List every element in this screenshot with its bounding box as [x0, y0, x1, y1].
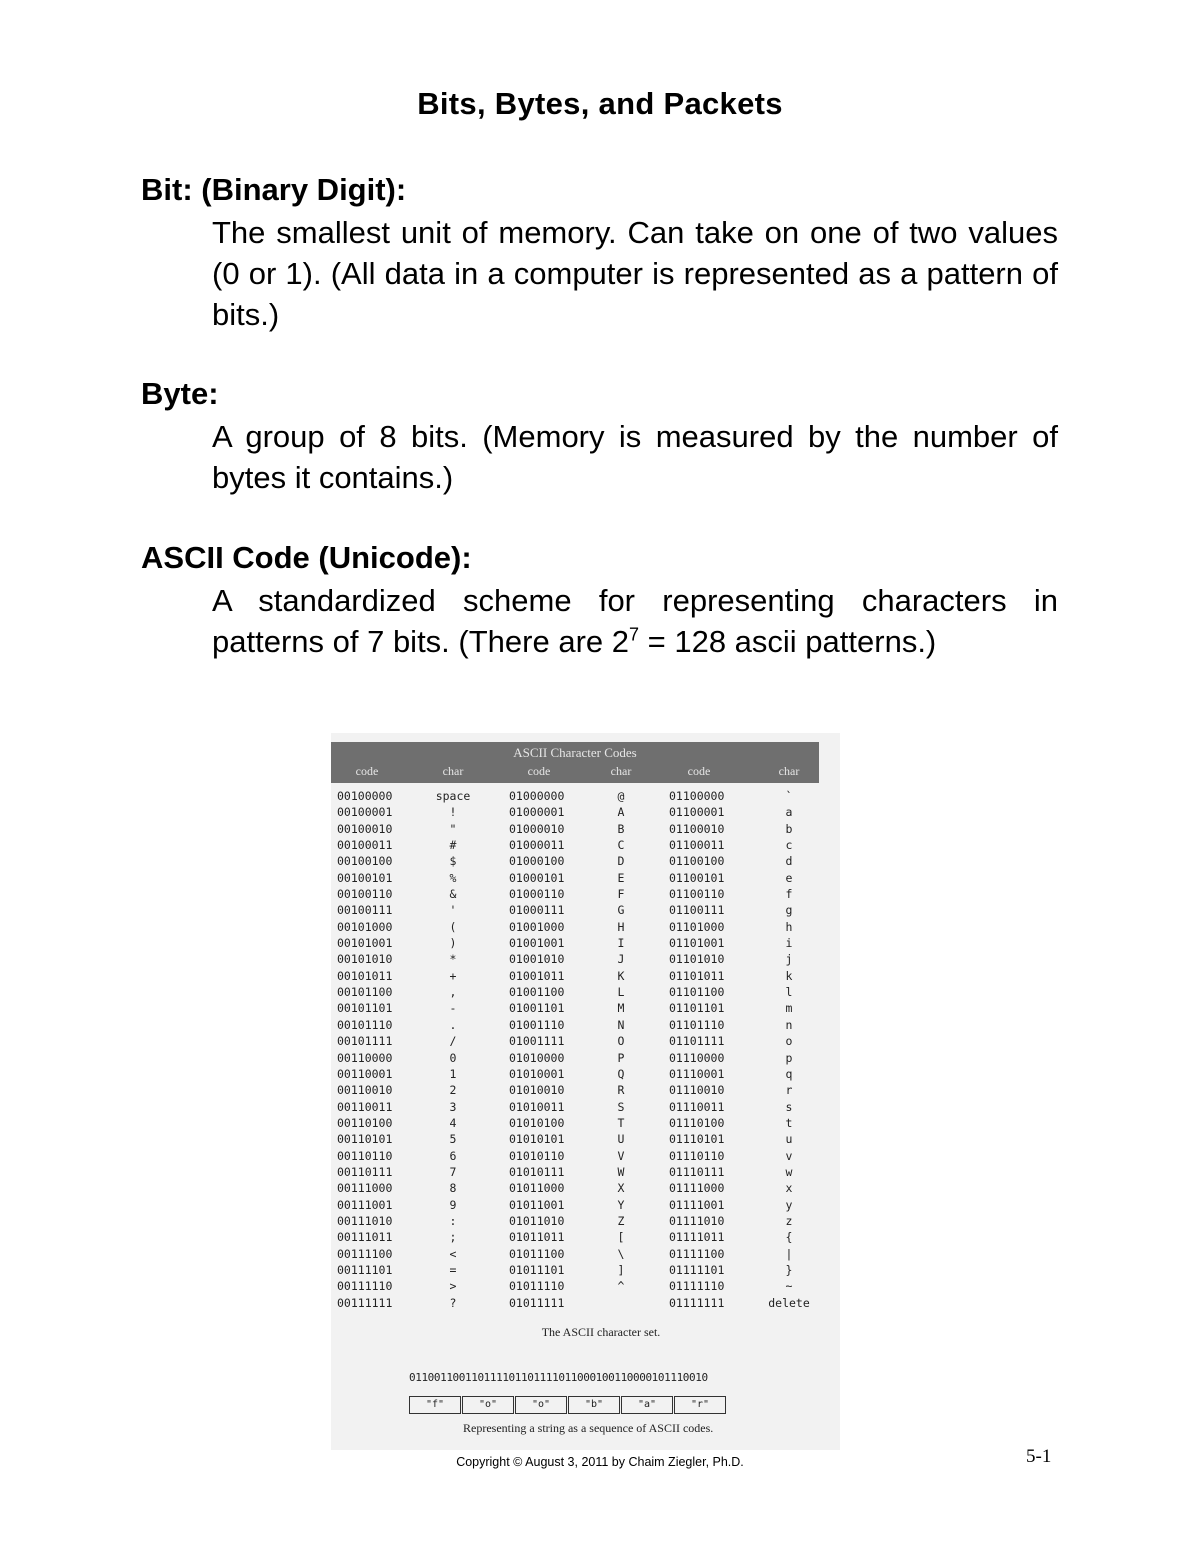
code-cell: 00101000: [337, 919, 393, 934]
header-code-2: code: [527, 764, 551, 778]
char-box: "o": [462, 1396, 514, 1414]
code-cell: 01110011: [669, 1099, 725, 1114]
char-cell: !: [449, 805, 457, 820]
char-cell: Q: [617, 1066, 625, 1081]
code-cell: 01011110: [509, 1279, 565, 1294]
code-cell: 00100001: [337, 805, 393, 820]
code-cell: 01000011: [509, 838, 565, 853]
char-cell: 3: [449, 1099, 457, 1114]
char-cell: -: [449, 1001, 457, 1016]
code-cell: 01101100: [669, 985, 725, 1000]
code-cell: 01000111: [509, 903, 565, 918]
char-box: "r": [674, 1396, 726, 1414]
char-cell: ): [449, 936, 457, 951]
char-cell: x: [785, 1181, 793, 1196]
char-cell: 4: [449, 1115, 457, 1130]
char-cell: h: [785, 919, 793, 934]
code-cell: 01101000: [669, 919, 725, 934]
code-cell: 01010011: [509, 1099, 565, 1114]
char-cell: 9: [449, 1197, 457, 1212]
code-cell: 01001110: [509, 1017, 565, 1032]
ascii-table-header: [331, 742, 819, 783]
char-cell: ': [449, 903, 457, 918]
char-cell: w: [785, 1164, 793, 1179]
code-cell: 01011111: [509, 1295, 565, 1310]
code-cell: 01100011: [669, 838, 725, 853]
char-cell: +: [449, 968, 457, 983]
char-cell: N: [617, 1017, 625, 1032]
table-row: [331, 952, 819, 968]
table-row: [331, 1279, 819, 1295]
char-cell: X: [617, 1181, 625, 1196]
table-row: [331, 1083, 819, 1099]
table-row: [331, 903, 819, 919]
char-cell: i: [785, 936, 793, 951]
char-cell: S: [617, 1099, 625, 1114]
code-cell: 01100000: [669, 789, 725, 803]
ascii-table-body: [331, 789, 819, 1312]
char-cell: u: [785, 1132, 793, 1147]
char-cell: ~: [785, 1279, 793, 1294]
char-cell: (: [449, 919, 457, 934]
code-cell: 01100100: [669, 854, 725, 869]
char-cell: $: [449, 854, 457, 869]
string-bits: 011001100110111101101111011000100110000101110010: [409, 1371, 708, 1384]
code-cell: 01100010: [669, 821, 725, 836]
table-row: [331, 1067, 819, 1083]
code-cell: 01110001: [669, 1066, 725, 1081]
string-char-boxes: [409, 1396, 727, 1414]
char-cell: g: [785, 903, 793, 918]
char-cell: l: [785, 985, 793, 1000]
char-box: "f": [409, 1396, 461, 1414]
char-cell: {: [785, 1230, 793, 1245]
code-cell: 01001111: [509, 1034, 565, 1049]
table-row: [331, 805, 819, 821]
code-cell: 01010010: [509, 1083, 565, 1098]
header-char-1: char: [442, 764, 464, 778]
ascii-term: ASCII Code (Unicode):: [141, 540, 472, 575]
char-box: "o": [515, 1396, 567, 1414]
table-row: [331, 920, 819, 936]
code-cell: 01000100: [509, 854, 565, 869]
char-cell: *: [449, 952, 457, 967]
code-cell: 00111101: [337, 1262, 393, 1277]
code-cell: 00111011: [337, 1230, 393, 1245]
char-cell: F: [617, 887, 625, 902]
table-row: [331, 1230, 819, 1246]
table-row: [331, 1001, 819, 1017]
char-cell: |: [785, 1246, 793, 1261]
char-cell: #: [449, 838, 457, 853]
header-char-3: char: [778, 764, 800, 778]
code-cell: 01010100: [509, 1115, 565, 1130]
code-cell: 01000110: [509, 887, 565, 902]
table-row: [331, 1034, 819, 1050]
char-cell: K: [617, 968, 625, 983]
char-cell: 7: [449, 1164, 457, 1179]
char-cell: V: [617, 1148, 625, 1163]
code-cell: 01000001: [509, 805, 565, 820]
ascii-table-caption: The ASCII character set.: [541, 1325, 661, 1339]
code-cell: 01101101: [669, 1001, 725, 1016]
char-cell: delete: [768, 1295, 810, 1310]
code-cell: 01110010: [669, 1083, 725, 1098]
code-cell: 00100011: [337, 838, 393, 853]
code-cell: 01111011: [669, 1230, 725, 1245]
code-cell: 01110101: [669, 1132, 725, 1147]
code-cell: 00111111: [337, 1295, 393, 1310]
char-cell: ": [449, 821, 457, 836]
char-box: "a": [621, 1396, 673, 1414]
table-row: [331, 1181, 819, 1197]
table-row: [331, 1247, 819, 1263]
char-cell: ]: [617, 1262, 625, 1277]
char-cell: d: [785, 854, 793, 869]
char-cell: k: [785, 968, 793, 983]
code-cell: 01110000: [669, 1050, 725, 1065]
char-cell: &: [449, 887, 457, 902]
table-row: [331, 1116, 819, 1132]
char-cell: A: [617, 805, 625, 820]
code-cell: 00110001: [337, 1066, 393, 1081]
char-cell: L: [617, 985, 625, 1000]
table-row: [331, 838, 819, 854]
char-cell: a: [785, 805, 793, 820]
page-number: 5-1: [1026, 1446, 1052, 1467]
ascii-table-title: ASCII Character Codes: [513, 745, 637, 760]
char-cell: I: [617, 936, 625, 951]
code-cell: 00101010: [337, 952, 393, 967]
table-row: [331, 969, 819, 985]
char-cell: @: [617, 789, 625, 803]
char-box: "b": [568, 1396, 620, 1414]
code-cell: 01111000: [669, 1181, 725, 1196]
table-row: [331, 1296, 819, 1312]
code-cell: 01011001: [509, 1197, 565, 1212]
ascii-exponent: 7: [629, 624, 640, 645]
table-row: [331, 1051, 819, 1067]
code-cell: 01010000: [509, 1050, 565, 1065]
table-row: [331, 1263, 819, 1279]
code-cell: 01000101: [509, 870, 565, 885]
code-cell: 01101111: [669, 1034, 725, 1049]
char-cell: t: [785, 1115, 793, 1130]
table-row: [331, 1198, 819, 1214]
code-cell: 00100000: [337, 789, 393, 803]
code-cell: 01101110: [669, 1017, 725, 1032]
code-cell: 01101001: [669, 936, 725, 951]
ascii-definition-before: A standardized scheme for representing characters in patterns of 7 bits. (There are 2: [212, 583, 1058, 659]
table-row: [331, 1018, 819, 1034]
code-cell: 00101110: [337, 1017, 393, 1032]
code-cell: 00110100: [337, 1115, 393, 1130]
code-cell: 01100110: [669, 887, 725, 902]
char-cell: C: [617, 838, 625, 853]
char-cell: R: [617, 1083, 625, 1098]
byte-definition: A group of 8 bits. (Memory is measured by the number of bytes it contains.): [212, 419, 1058, 495]
code-cell: 00110110: [337, 1148, 393, 1163]
copyright-notice: Copyright © August 3, 2011 by Chaim Ziegler, Ph.D.: [456, 1455, 744, 1469]
char-cell: O: [617, 1034, 625, 1049]
code-cell: 00110111: [337, 1164, 393, 1179]
code-cell: 00111010: [337, 1213, 393, 1228]
code-cell: 01010110: [509, 1148, 565, 1163]
char-cell: space: [435, 789, 471, 803]
ascii-table-figure: [331, 733, 840, 1450]
char-cell: j: [785, 952, 793, 967]
char-cell: G: [617, 903, 625, 918]
code-cell: 01111100: [669, 1246, 725, 1261]
page-title: Bits, Bytes, and Packets: [417, 86, 783, 121]
code-cell: 00110011: [337, 1099, 393, 1114]
code-cell: 01100001: [669, 805, 725, 820]
code-cell: 01001100: [509, 985, 565, 1000]
char-cell: 0: [449, 1050, 457, 1065]
char-cell: T: [617, 1115, 625, 1130]
char-cell: q: [785, 1066, 793, 1081]
char-cell: <: [449, 1246, 457, 1261]
code-cell: 01001101: [509, 1001, 565, 1016]
bit-term: Bit: (Binary Digit):: [141, 172, 407, 207]
string-caption: Representing a string as a sequence of ASCII codes.: [463, 1421, 714, 1435]
code-cell: 01111101: [669, 1262, 725, 1277]
table-row: [331, 1165, 819, 1181]
char-cell: `: [785, 789, 793, 803]
char-cell: >: [449, 1279, 457, 1294]
code-cell: 00110101: [337, 1132, 393, 1147]
header-code-1: code: [355, 764, 379, 778]
char-cell: o: [785, 1034, 793, 1049]
code-cell: 01111111: [669, 1295, 725, 1310]
char-cell: ?: [449, 1295, 457, 1310]
bit-definition: The smallest unit of memory. Can take on one of two values (0 or 1). (All data in a computer is represented as a pattern of bits.): [212, 215, 1058, 332]
code-cell: 01101011: [669, 968, 725, 983]
code-cell: 00100111: [337, 903, 393, 918]
code-cell: 01100101: [669, 870, 725, 885]
table-row: [331, 985, 819, 1001]
char-cell: H: [617, 919, 625, 934]
char-cell: z: [785, 1213, 793, 1228]
code-cell: 00100010: [337, 821, 393, 836]
char-cell: Y: [617, 1197, 625, 1212]
char-cell: ;: [449, 1230, 457, 1245]
table-row: [331, 887, 819, 903]
table-row: [331, 789, 819, 805]
char-cell: =: [449, 1262, 457, 1277]
char-cell: y: [785, 1197, 793, 1212]
code-cell: 01010001: [509, 1066, 565, 1081]
code-cell: 00101111: [337, 1034, 393, 1049]
char-cell: c: [785, 838, 793, 853]
code-cell: 00111001: [337, 1197, 393, 1212]
char-cell: f: [785, 887, 793, 902]
char-cell: W: [617, 1164, 625, 1179]
char-cell: 6: [449, 1148, 457, 1163]
code-cell: 00101100: [337, 985, 393, 1000]
code-cell: 01011101: [509, 1262, 565, 1277]
char-cell: ^: [617, 1279, 625, 1294]
table-row: [331, 1132, 819, 1148]
code-cell: 01000000: [509, 789, 565, 803]
char-cell: 5: [449, 1132, 457, 1147]
char-cell: 8: [449, 1181, 457, 1196]
byte-term: Byte:: [141, 376, 219, 411]
code-cell: 00100110: [337, 887, 393, 902]
code-cell: 00111000: [337, 1181, 393, 1196]
char-cell: .: [449, 1017, 457, 1032]
code-cell: 00101001: [337, 936, 393, 951]
table-row: [331, 1214, 819, 1230]
table-row: [331, 822, 819, 838]
char-cell: M: [617, 1001, 625, 1016]
char-cell: }: [785, 1262, 793, 1277]
char-cell: [: [617, 1230, 625, 1245]
code-cell: 00101011: [337, 968, 393, 983]
code-cell: 01010101: [509, 1132, 565, 1147]
code-cell: 01011100: [509, 1246, 565, 1261]
table-row: [331, 936, 819, 952]
char-cell: v: [785, 1148, 793, 1163]
code-cell: 00101101: [337, 1001, 393, 1016]
code-cell: 01110100: [669, 1115, 725, 1130]
code-cell: 01001001: [509, 936, 565, 951]
code-cell: 00110000: [337, 1050, 393, 1065]
char-cell: %: [449, 870, 457, 885]
char-cell: ,: [449, 985, 457, 1000]
code-cell: 00100101: [337, 870, 393, 885]
char-cell: m: [785, 1001, 793, 1016]
code-cell: 00110010: [337, 1083, 393, 1098]
char-cell: r: [785, 1083, 793, 1098]
code-cell: 00100100: [337, 854, 393, 869]
ascii-definition-after: = 128 ascii patterns.): [639, 624, 937, 659]
code-cell: 01111001: [669, 1197, 725, 1212]
table-row: [331, 1149, 819, 1165]
char-cell: 2: [449, 1083, 457, 1098]
char-cell: b: [785, 821, 793, 836]
char-cell: B: [617, 821, 625, 836]
char-cell: D: [617, 854, 625, 869]
code-cell: 01100111: [669, 903, 725, 918]
code-cell: 01011011: [509, 1230, 565, 1245]
table-row: [331, 871, 819, 887]
char-cell: E: [617, 870, 625, 885]
ascii-definition: [212, 580, 1058, 662]
char-cell: Z: [617, 1213, 625, 1228]
char-cell: /: [449, 1034, 457, 1049]
code-cell: 01110110: [669, 1148, 725, 1163]
code-cell: 01001011: [509, 968, 565, 983]
code-cell: 01111010: [669, 1213, 725, 1228]
code-cell: 01101010: [669, 952, 725, 967]
char-cell: J: [617, 952, 625, 967]
char-cell: \: [617, 1246, 625, 1261]
char-cell: p: [785, 1050, 793, 1065]
table-row: [331, 854, 819, 870]
char-cell: P: [617, 1050, 625, 1065]
code-cell: 01011010: [509, 1213, 565, 1228]
char-cell: 1: [449, 1066, 457, 1081]
char-cell: n: [785, 1017, 793, 1032]
char-cell: U: [617, 1132, 625, 1147]
code-cell: 01011000: [509, 1181, 565, 1196]
char-cell: e: [785, 870, 793, 885]
code-cell: 01110111: [669, 1164, 725, 1179]
code-cell: 00111110: [337, 1279, 393, 1294]
code-cell: 01111110: [669, 1279, 725, 1294]
code-cell: 01001010: [509, 952, 565, 967]
char-cell: s: [785, 1099, 793, 1114]
code-cell: 00111100: [337, 1246, 393, 1261]
table-row: [331, 1100, 819, 1116]
header-code-3: code: [687, 764, 711, 778]
header-char-2: char: [610, 764, 632, 778]
code-cell: 01010111: [509, 1164, 565, 1179]
code-cell: 01001000: [509, 919, 565, 934]
char-cell: :: [449, 1213, 457, 1228]
code-cell: 01000010: [509, 821, 565, 836]
